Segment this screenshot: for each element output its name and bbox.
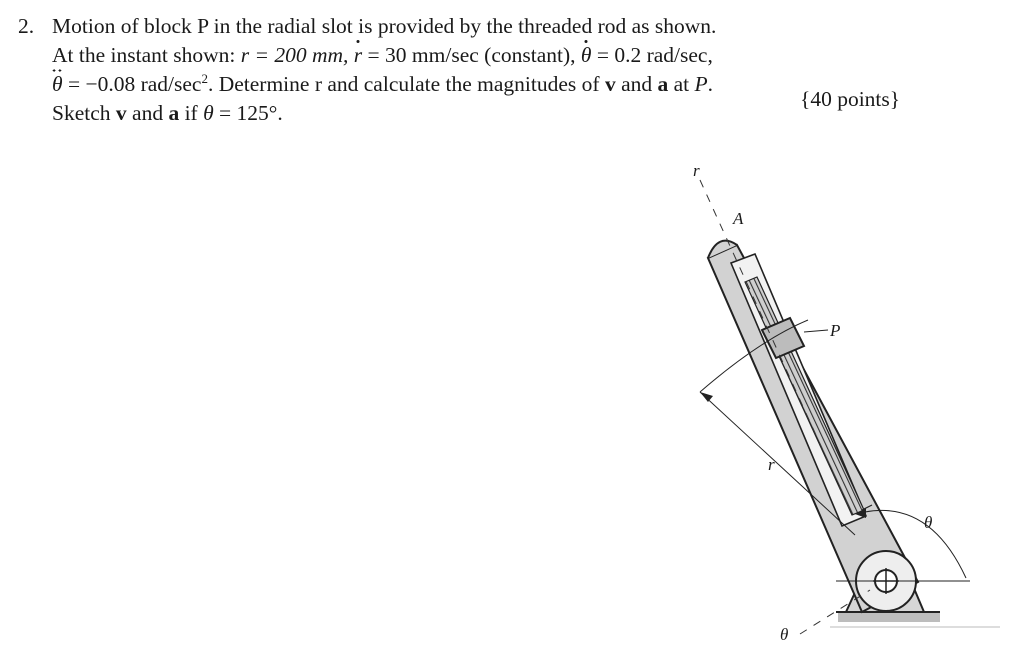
- given-thetaddot: = −0.08 rad/sec: [62, 72, 202, 96]
- acceleration-symbol: a: [657, 72, 669, 96]
- r-dot-symbol: r: [354, 41, 362, 70]
- point-p-symbol: P: [694, 72, 708, 96]
- theta-ddot-symbol: θ: [52, 70, 63, 99]
- velocity-symbol-2: v: [115, 101, 127, 125]
- theta-symbol: θ: [203, 101, 214, 125]
- given-r: r = 200 mm,: [240, 43, 354, 67]
- exponent: 2: [201, 70, 208, 86]
- points-label: {40 points}: [800, 87, 901, 111]
- label-theta-bottom: θ: [780, 625, 789, 644]
- problem-line-3: θ = −0.08 rad/$\sec^2$. Determine r and calculate the magnitudes of v and a at P.: [18, 70, 978, 99]
- mechanism-figure: [620, 150, 1024, 661]
- acceleration-symbol-2: a: [168, 101, 180, 125]
- theta-dot-symbol: θ: [581, 41, 592, 70]
- problem-line-4: Sketch v and a if θ = 125°.: [52, 101, 283, 125]
- label-p: P: [830, 321, 841, 340]
- label-r-top: r: [693, 161, 700, 180]
- problem-text-1: Motion of block P in the radial slot is provided by the threaded rod as shown.: [52, 14, 717, 38]
- label-r-mid: r: [768, 455, 775, 474]
- problem-line-2: [18, 41, 978, 70]
- given-rdot: = 30 mm/sec (constant),: [362, 43, 581, 67]
- label-theta-right: θ: [924, 513, 933, 532]
- velocity-symbol: v: [604, 72, 616, 96]
- task-text: . Determine r and calculate the magnitudes of: [207, 72, 605, 96]
- given-intro: At the instant shown:: [52, 43, 241, 67]
- given-thetadot: = 0.2 rad/sec,: [591, 43, 713, 67]
- problem-number: 2.: [18, 14, 35, 38]
- label-a: A: [733, 209, 744, 228]
- problem-line-1: [18, 12, 978, 41]
- theta-value: = 125°.: [213, 101, 283, 125]
